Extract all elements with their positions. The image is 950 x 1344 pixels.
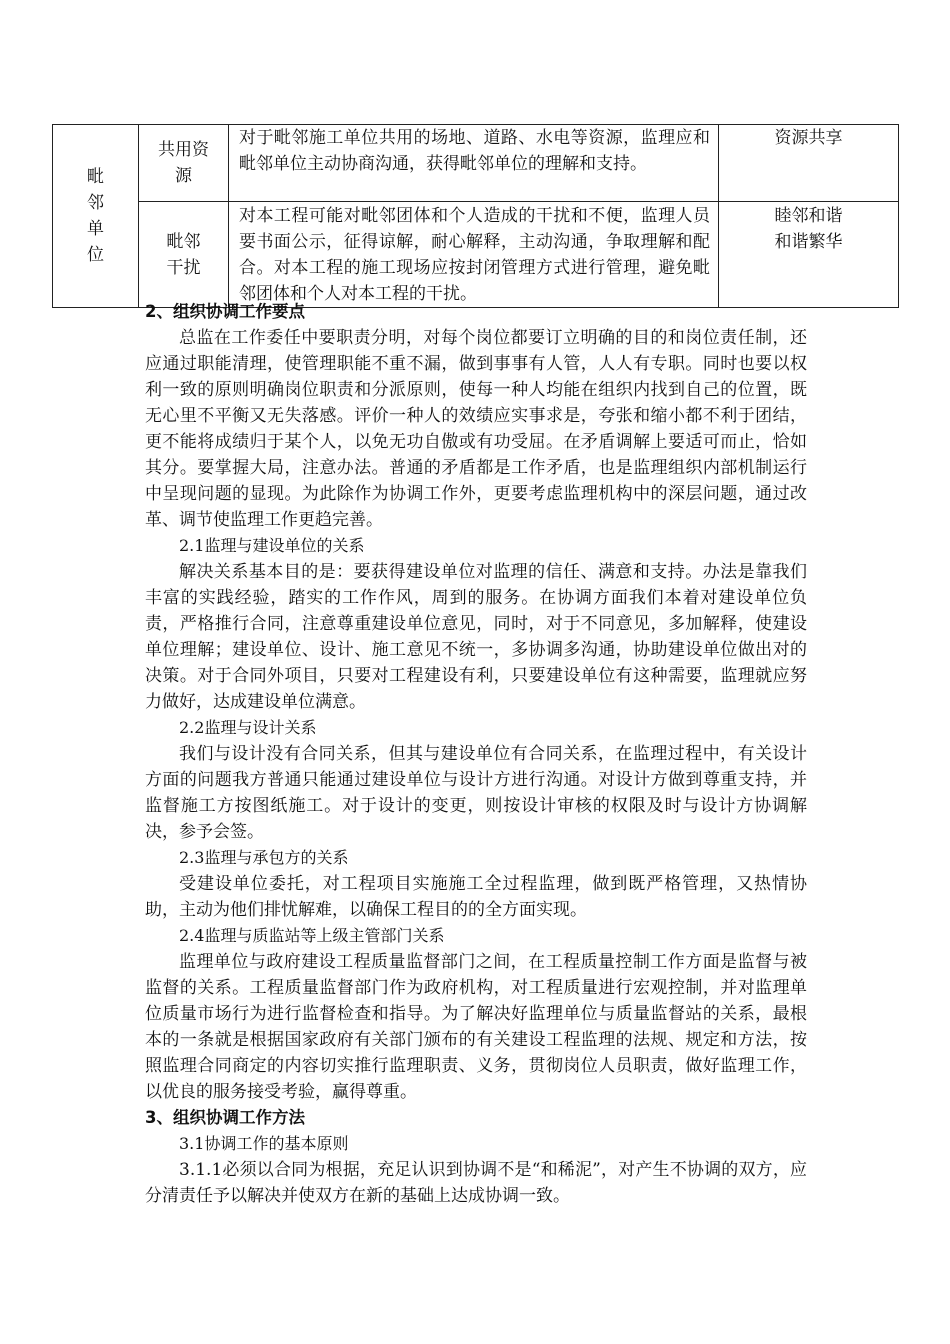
- table-row: [53, 202, 899, 308]
- category-line: 毗邻: [166, 231, 201, 252]
- subsection-heading: 2.4监理与质监站等上级主管部门关系: [179, 926, 445, 945]
- subsection-heading: 2.1监理与建设单位的关系: [179, 536, 365, 555]
- section-heading: 2、组织协调工作要点: [145, 302, 305, 321]
- result-cell: [719, 125, 899, 202]
- paragraph: 受建设单位委托，对工程项目实施施工全过程监理，做到既严格管理，又热情协助，主动为他们排忧解难，以确保工程目的的全方面实现。: [145, 874, 807, 920]
- paragraph: 总监在工作委任中要职责分明，对每个岗位都要订立明确的目的和岗位责任制，还应通过职能清理，使管理职能不重不漏，做到事事有人管，人人有专职。同时也要以权利一致的原则明确岗位职责和分派原则，使每一种人均能在组织内找到自己的位置，既无心里不平衡又无失落感。评价一种人的效绩应实事求是，夸张和缩小都不利于团结，更不能将成绩归于某个人，以免无功自傲或有功受屈。在矛盾调解上要适可而止，恰如其分。要掌握大局，注意办法。普通的矛盾都是工作矛盾，也是监理组织内部机制运行中呈现问题的显现。为此除作为协调工作外，更要考虑监理机构中的深层问题，通过改革、调节使监理工作更趋完善。: [145, 328, 807, 530]
- subsection-heading: 3.1协调工作的基本原则: [179, 1134, 349, 1153]
- table-row: [53, 125, 899, 202]
- category-line: 源: [175, 166, 192, 186]
- paragraph: 解决关系基本目的是：要获得建设单位对监理的信任、满意和支持。办法是靠我们丰富的实践经验，踏实的工作作风，周到的服务。在协调方面我们本着对建设单位负责，严格推行合同，注意尊重建设单位意见，同时，对于不同意见，多加解释，使建设单位理解；建设单位、设计、施工意见不统一，多协调多沟通，协助建设单位做出对的决策。对于合同外项目，只要对工程建设有利，只要建设单位有这种需要，监理就应努力做好，达成建设单位满意。: [145, 562, 807, 712]
- paragraph: 我们与设计没有合同关系，但其与建设单位有合同关系，在监理过程中，有关设计方面的问题我方普通只能通过建设单位与设计方进行沟通。对设计方做到尊重支持，并监督施工方按图纸施工。对于设计的变更，则按设计审核的权限及时与设计方协调解决，参予会签。: [145, 744, 807, 842]
- result-line: 睦邻和谐: [774, 206, 843, 226]
- description-cell: 对于毗邻施工单位共用的场地、道路、水电等资源，监理应和毗邻单位主动协商沟通，获得毗邻单位的理解和支持。: [229, 125, 719, 202]
- subsection-heading: 2.3监理与承包方的关系: [179, 848, 349, 867]
- category-cell: [139, 125, 229, 202]
- body-text: [145, 299, 807, 1209]
- paragraph: 监理单位与政府建设工程质量监督部门之间，在工程质量控制工作方面是监督与被监督的关系。工程质量监督部门作为政府机构，对工程质量进行宏观控制，并对监理单位质量市场行为进行监督检查和指导。为了解决好监理单位与质量监督站的关系，最根本的一条就是根据国家政府有关部门颁布的有关建设工程监理的法规、规定和方法，按照监理合同商定的内容切实推行监理职责、义务，贯彻岗位人员职责，做好监理工作，以优良的服务接受考验，赢得尊重。: [145, 952, 807, 1102]
- category-line: 共用资: [158, 140, 209, 160]
- description-cell: 对本工程可能对毗邻团体和个人造成的干扰和不便，监理人员要书面公示，征得谅解，耐心解释，主动沟通，争取理解和配合。对本工程的施工现场应按封闭管理方式进行管理，避免毗邻团体和个人对本工程的干扰。: [229, 202, 719, 308]
- result-cell: [719, 202, 899, 308]
- group-label: 毗邻单位: [87, 167, 104, 265]
- paragraph: 3.1.1必须以合同为根据，充足认识到协调不是“和稀泥”，对产生不协调的双方，应分清责任予以解决并使双方在新的基础上达成协调一致。: [145, 1160, 807, 1206]
- coordination-table: [52, 124, 899, 308]
- result-line: 和谐繁华: [774, 232, 843, 252]
- subsection-heading: 2.2监理与设计关系: [179, 718, 317, 737]
- group-cell: [53, 125, 139, 308]
- section-heading: 3、组织协调工作方法: [145, 1108, 305, 1127]
- category-line: 干扰: [166, 257, 201, 278]
- result-line: 资源共享: [774, 128, 843, 148]
- category-cell: [139, 202, 229, 308]
